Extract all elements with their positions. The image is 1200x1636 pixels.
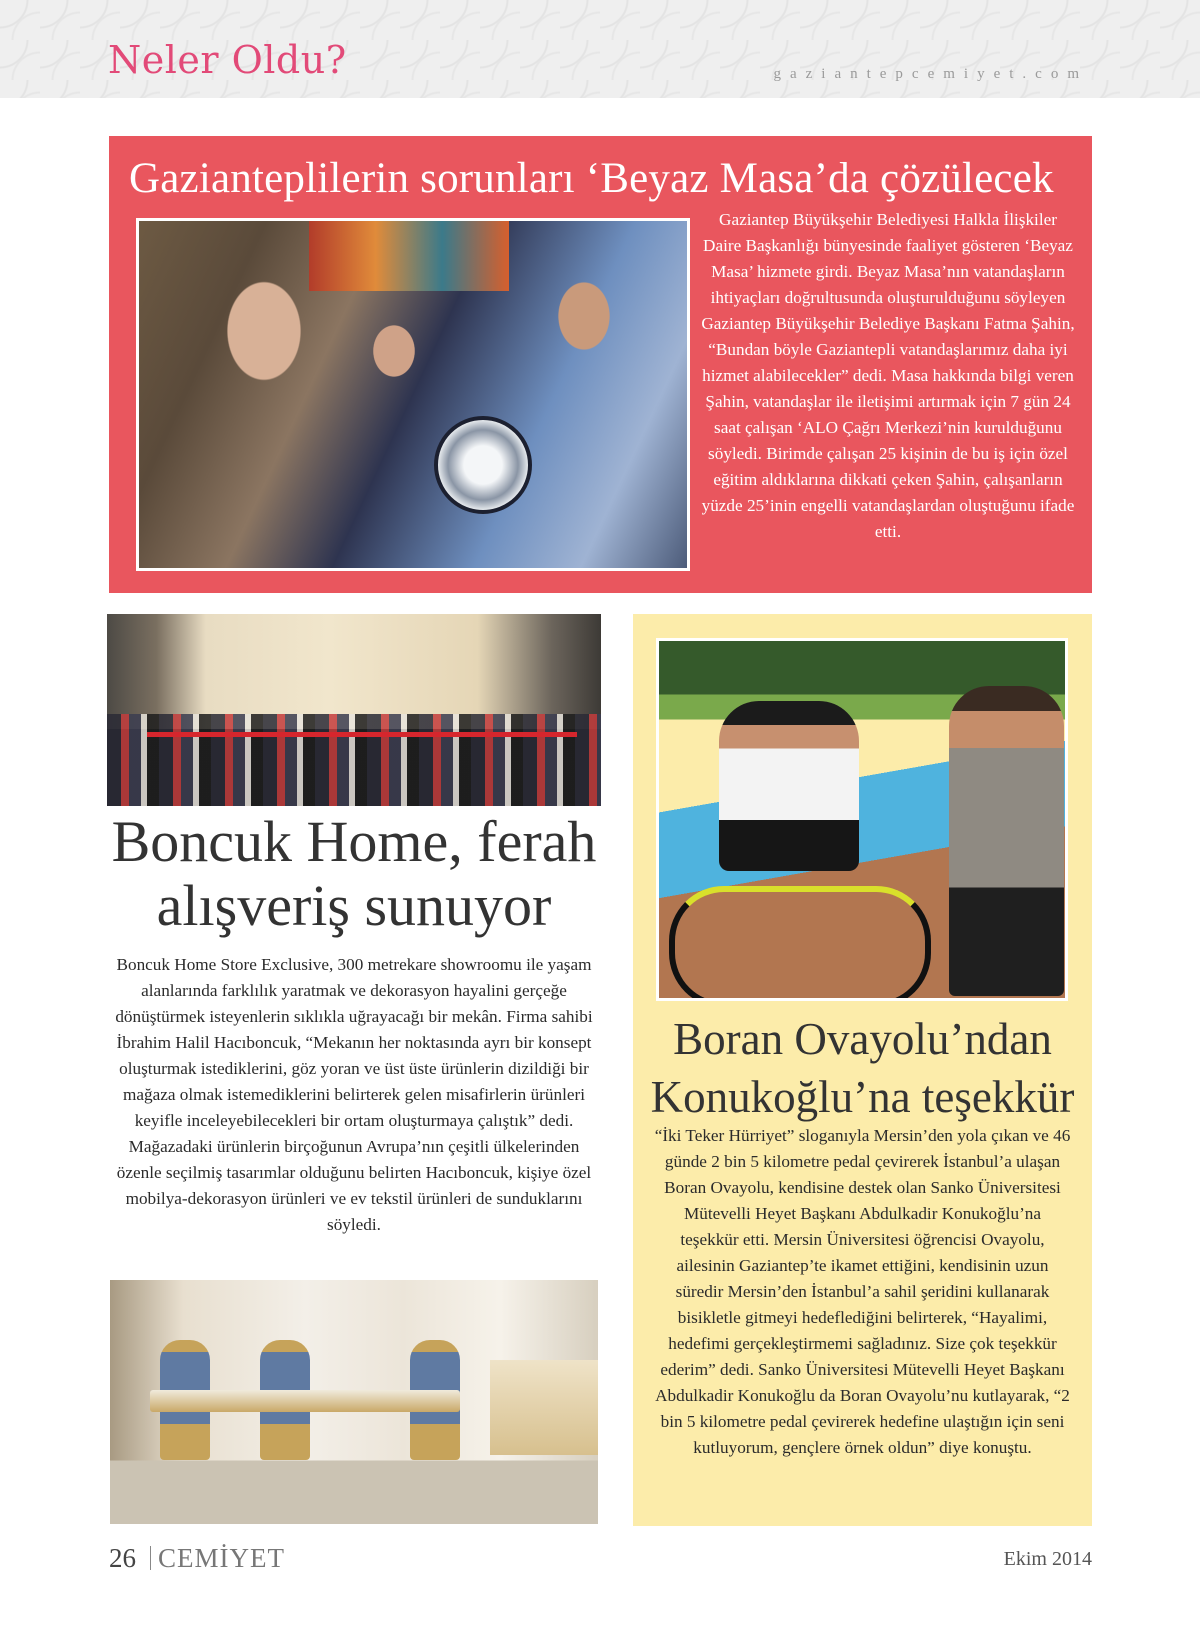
photo-background-painting [309,221,509,291]
article-body: “İki Teker Hürriyet” sloganıyla Mersin’den yola çıkan ve 46 günde 2 bin 5 kilometre pedal çevirerek İstanbul’a ulaşan Boran Ovayolu, kendisine destek olan Sanko Üniversitesi Mütevelli Heyet Başkanı Abdulkadir Konukoğlu’na teşekkür etti. Mersin Üniversitesi öğrencisi Ovayolu, ailesinin Gaziantep’te ikamet ettiğini, kendisinin uzun süredir Mersin’den İstanbul’a sahil şeridini kullanarak bisikletle gitmeyi hedeflediğini belirterek, “Hayalimi, hedefimi gerçekleştirmemi sağladınız. Size çok teşekkür ederim” dedi. Sanko Üniversitesi Mütevelli Heyet Başkanı Abdulkadir Konukoğlu da Boran Ovayolu’nu kutlayarak, “2 bin 5 kilometre pedal çevirerek hedefine ulaştığın için seni kutluyorum, gençlere örnek oldun” diye konuştu. [654,1126,1071,1457]
photo-crowd [107,714,601,806]
site-url: gaziantepcemiyet.com [773,66,1088,82]
photo-bicycle [669,886,931,1001]
section-title: Neler Oldu? [108,38,347,82]
page-number: 26 [109,1543,136,1573]
photo-dining-table [150,1390,460,1412]
article-boran-ovayolu [633,614,1092,1526]
footer-divider [150,1546,151,1570]
article-title-boncuk-home: Boncuk Home, ferah alışveriş sunuyor [111,809,597,938]
article-photo-ceremony [136,218,690,571]
article-photo-furniture [110,1280,598,1524]
photo-cyclist [719,701,859,871]
photo-plaque [434,416,532,514]
issue-date: Ekim 2014 [1003,1548,1092,1570]
article-body-boncuk-home: Boncuk Home Store Exclusive, 300 metrekare showroomu ile yaşam alanlarında farklılık yaratmak ve dekorasyon hayalini gerçeğe dönüştürmek isteyenlerin sıklıkla uğrayacağı bir mekân. Firma sahibi İbrahim Halil Hacıboncuk, “Mekanın her noktasında ayrı bir konsept oluşturmak istediklerini, göz yoran ve üst üste ürünlerin dizildiği bir mağaza olmak istemediklerini belirterek gelen misafirlerin ürünleri keyifle inceleyebilecekleri bir ortam oluşturmaya çalıştık” dedi. Mağazadaki ürünlerin birçoğunun Avrupa’nın çeşitli ülkelerinden özenle seçilmiş tasarımlar olduğunu belirten Hacıboncuk, kişiye özel mobilya-dekorasyon ürünleri ve ev tekstil ürünleri de sunduklarını söyledi. [115,955,593,1234]
article-beyaz-masa [109,136,1092,593]
article-title: Boran Ovayolu’ndan Konukoğlu’na teşekkür [650,1014,1075,1122]
photo-sideboard [490,1360,598,1455]
photo-man-in-suit [949,686,1064,996]
photo-ribbon [147,732,577,737]
magazine-name: CEMİYET [158,1543,285,1573]
article-body: Gaziantep Büyükşehir Belediyesi Halkla İlişkiler Daire Başkanlığı bünyesinde faaliyet gösteren ‘Beyaz Masa’ hizmete girdi. Beyaz Masa’nın vatandaşların ihtiyaçları doğrultusunda oluşturulduğunu söyleyen Gaziantep Büyükşehir Belediye Başkanı Fatma Şahin, “Bundan böyle Gaziantepli vatandaşlarımız daha iyi hizmet alabilecekler” dedi. Masa hakkında bilgi veren Şahin, vatandaşlar ile iletişimi artırmak için 7 gün 24 saat çalışan ‘ALO Çağrı Merkezi’nin kurulduğunu söyledi. Birimde çalışan 25 kişinin de bu iş için özel eğitim aldıklarına dikkati çeken Şahin, çalışanların yüzde 25’inin engelli vatandaşlardan oluştuğunu ifade etti. [701,210,1075,541]
article-photo-ribbon-cutting [107,614,601,806]
article-title: Gazianteplilerin sorunları ‘Beyaz Masa’da çözülecek [129,155,1054,202]
article-photo-cyclist [656,638,1068,1001]
page-header [0,0,1200,98]
